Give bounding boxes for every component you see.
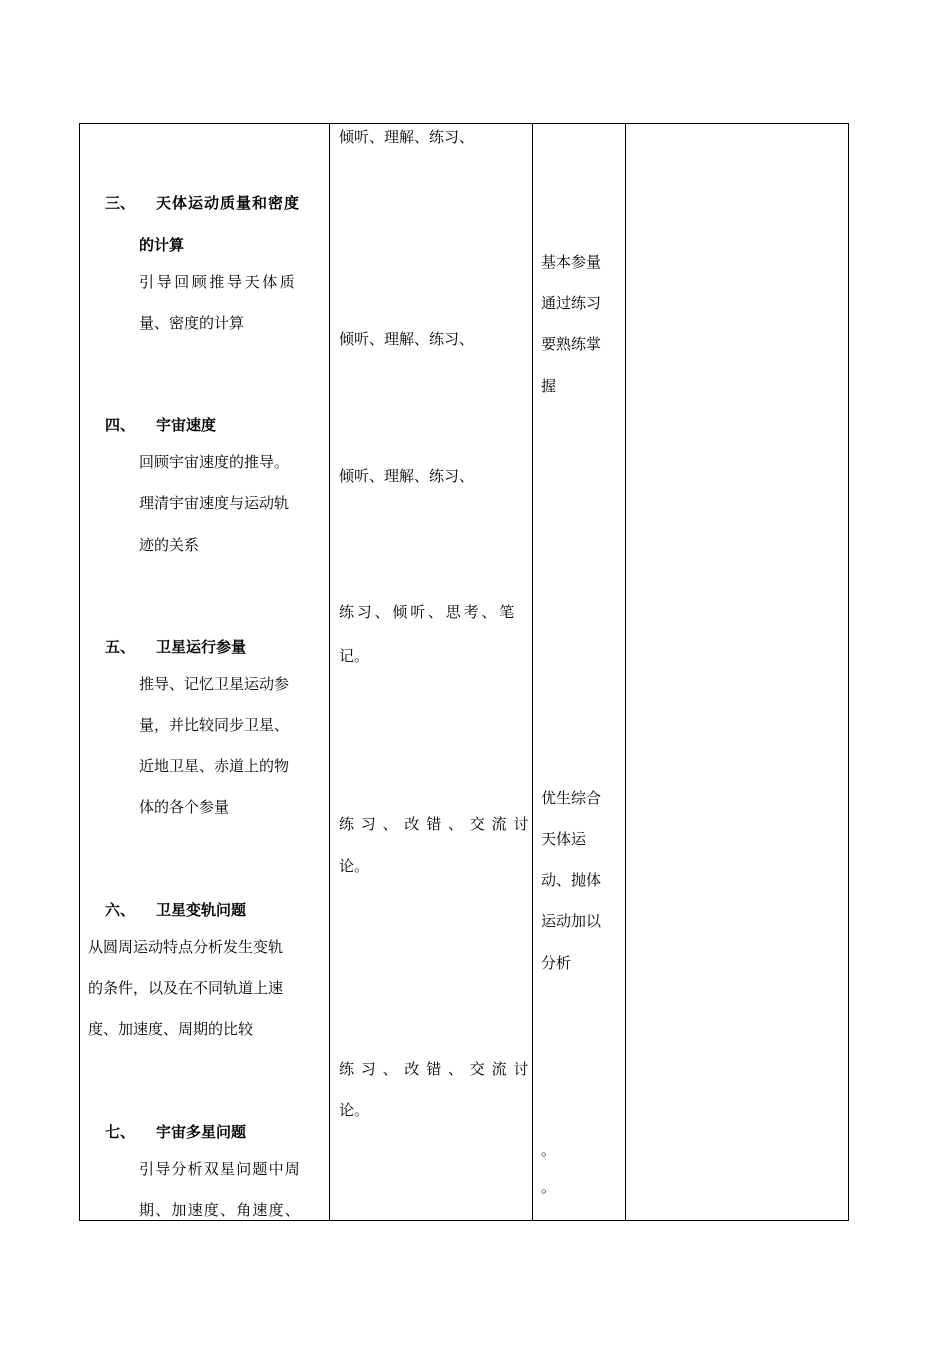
section-7-title: 宇宙多星问题 bbox=[156, 1123, 247, 1141]
section-3-number: 三、 bbox=[105, 194, 136, 212]
design-note-dot: 。 bbox=[541, 1141, 557, 1159]
section-4-title: 宇宙速度 bbox=[156, 416, 217, 434]
section-6-title: 卫星变轨问题 bbox=[156, 901, 247, 919]
column-divider-3 bbox=[625, 124, 626, 1220]
section-5-body: 推导、记忆卫星运动参 bbox=[139, 675, 290, 693]
section-7-body: 引导分析双星问题中周 bbox=[139, 1160, 302, 1178]
student-activity: 倾听、理解、练习、 bbox=[339, 467, 475, 485]
section-6-number: 六、 bbox=[105, 901, 136, 919]
section-6-body: 的条件，以及在不同轨道上速 bbox=[88, 979, 284, 997]
section-4-number: 四、 bbox=[105, 416, 136, 434]
section-7-number: 七、 bbox=[105, 1123, 136, 1141]
section-3-title-cont: 的计算 bbox=[139, 236, 185, 254]
section-3-title: 天体运动质量和密度 bbox=[156, 194, 301, 212]
student-activity: 倾听、理解、练习、 bbox=[339, 330, 475, 348]
section-6-body: 从圆周运动特点分析发生变轨 bbox=[88, 938, 284, 956]
section-5-body: 体的各个参量 bbox=[139, 798, 230, 816]
design-note-dot: 。 bbox=[541, 1178, 557, 1196]
student-activity: 练习、改错、交流讨 bbox=[339, 1060, 536, 1078]
student-activity: 记。 bbox=[339, 647, 370, 665]
section-7-body: 期、加速度、角速度、 bbox=[139, 1201, 302, 1219]
section-5-body: 近地卫星、赤道上的物 bbox=[139, 757, 290, 775]
section-4-body: 理清宇宙速度与运动轨 bbox=[139, 494, 290, 512]
section-5-number: 五、 bbox=[105, 638, 136, 656]
section-5-body: 量，并比较同步卫星、 bbox=[139, 716, 290, 734]
student-activity: 练习、改错、交流讨 bbox=[339, 815, 536, 833]
section-4-body: 回顾宇宙速度的推导。 bbox=[139, 453, 290, 471]
design-note: 通过练习 bbox=[541, 294, 602, 312]
design-note: 动、抛体 bbox=[541, 871, 602, 889]
student-activity: 倾听、理解、练习、 bbox=[339, 128, 475, 146]
column-divider-1 bbox=[329, 124, 330, 1220]
design-note: 要熟练掌 bbox=[541, 335, 602, 353]
section-3-body: 量、密度的计算 bbox=[139, 314, 245, 332]
section-5-title: 卫星运行参量 bbox=[156, 638, 247, 656]
design-note: 运动加以 bbox=[541, 912, 602, 930]
design-note: 握 bbox=[541, 377, 557, 395]
design-note: 基本参量 bbox=[541, 253, 602, 271]
section-3-body: 引导回顾推导天体质 bbox=[139, 273, 298, 291]
student-activity: 论。 bbox=[339, 1101, 370, 1119]
section-6-body: 度、加速度、周期的比较 bbox=[88, 1020, 254, 1038]
column-divider-2 bbox=[532, 124, 533, 1220]
design-note: 分析 bbox=[541, 954, 572, 972]
design-note: 优生综合 bbox=[541, 789, 602, 807]
section-4-body: 迹的关系 bbox=[139, 536, 200, 554]
design-note: 天体运 bbox=[541, 830, 587, 848]
student-activity: 练习、倾听、思考、笔 bbox=[339, 603, 518, 621]
student-activity: 论。 bbox=[339, 857, 370, 875]
